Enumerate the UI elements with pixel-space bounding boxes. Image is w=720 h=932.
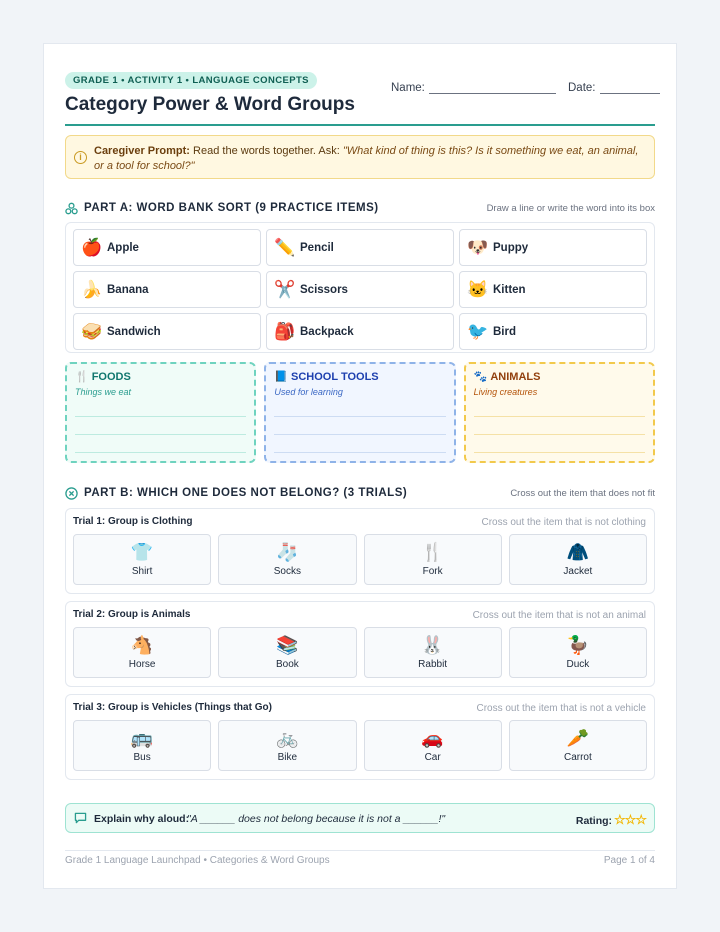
writing-line[interactable] (274, 452, 445, 453)
cross-circle-icon (65, 487, 78, 500)
category-subtitle: Living creatures (473, 387, 538, 397)
backpack-icon: 🎒 (274, 321, 296, 341)
trial-item[interactable] (509, 534, 647, 585)
date-label: Date: (568, 82, 596, 94)
page-title: Category Power & Word Groups (65, 94, 355, 115)
fork-icon: 🍴 (421, 542, 444, 562)
word-bank-item[interactable] (73, 313, 261, 350)
word-label: Bird (493, 325, 516, 338)
bird-icon: 🐦 (467, 321, 489, 341)
trial-title: Trial 3: Group is Vehicles (Things that Go) (73, 702, 272, 713)
category-title: ANIMALS (490, 371, 541, 383)
word-bank-item[interactable] (73, 229, 261, 266)
book-icon: 📚 (276, 635, 299, 655)
part-b-title: PART B: WHICH ONE DOES NOT BELONG? (3 TRIALS) (84, 487, 408, 499)
word-bank (65, 222, 655, 353)
shirt-icon: 👕 (130, 542, 154, 562)
word-bank-item[interactable] (266, 271, 454, 308)
category-subtitle: Used for learning (274, 387, 343, 397)
car-icon: 🚗 (421, 728, 444, 748)
word-bank-item[interactable] (459, 229, 647, 266)
page-footer (65, 850, 655, 866)
explain-label: Explain why aloud: (94, 813, 190, 825)
trial-card-2 (65, 601, 655, 687)
word-bank-item[interactable] (459, 313, 647, 350)
word-bank-item[interactable] (266, 313, 454, 350)
prompt-label: Caregiver Prompt: (94, 145, 190, 157)
part-b-header (65, 486, 655, 502)
word-label: Apple (107, 241, 139, 254)
trial-title: Trial 2: Group is Animals (73, 609, 191, 620)
rabbit-icon: 🐰 (421, 635, 444, 655)
duck-icon: 🦆 (566, 635, 590, 655)
trial-item[interactable] (73, 627, 211, 678)
kitten-icon: 🐱 (467, 279, 489, 299)
worksheet (43, 43, 677, 889)
trial-note: Cross out the item that is not an animal (472, 610, 646, 621)
category-box-school-tools[interactable] (264, 362, 455, 463)
word-label: Backpack (300, 325, 354, 338)
writing-line[interactable] (75, 416, 246, 417)
worksheet-header (65, 70, 655, 126)
trial-note: Cross out the item that is not clothing (481, 517, 646, 528)
word-label: Sandwich (107, 325, 161, 338)
trial-item-label: Bike (277, 752, 298, 763)
trial-item[interactable] (364, 627, 502, 678)
prompt-quote: "What kind of thing is this? Is it something we eat, an animal, or a tool for school?" (94, 145, 639, 172)
rating-label: Rating: (575, 815, 613, 827)
rating-stars-icon[interactable]: ☆☆☆ (614, 812, 646, 827)
category-box-foods[interactable] (65, 362, 256, 463)
part-a-title: PART A: WORD BANK SORT (9 PRACTICE ITEMS) (84, 202, 379, 214)
writing-line[interactable] (474, 434, 645, 435)
writing-line[interactable] (474, 452, 645, 453)
trial-item-label: Socks (273, 566, 301, 577)
word-label: Kitten (493, 283, 526, 296)
trial-item[interactable] (218, 720, 356, 771)
word-label: Pencil (300, 241, 334, 254)
word-label: Puppy (493, 241, 529, 254)
trial-item[interactable] (509, 627, 647, 678)
info-icon: i (74, 151, 87, 164)
socks-icon: 🧦 (276, 542, 299, 562)
trial-title: Trial 1: Group is Clothing (73, 516, 193, 527)
trial-item-label: Fork (422, 566, 443, 577)
category-title: FOODS (91, 371, 131, 383)
banana-icon: 🍌 (81, 279, 103, 299)
puppy-icon: 🐶 (467, 237, 489, 257)
trial-item[interactable] (509, 720, 647, 771)
date-field[interactable] (568, 82, 660, 94)
sandwich-icon: 🥪 (81, 321, 103, 341)
trial-item-label: Book (275, 659, 299, 670)
trial-item[interactable] (218, 534, 356, 585)
word-label: Banana (107, 283, 149, 296)
trial-item-label: Jacket (563, 566, 593, 577)
category-subtitle: Things we eat (75, 387, 132, 397)
part-b-note: Cross out the item that does not fit (510, 488, 655, 499)
trial-card-1 (65, 508, 655, 594)
explain-prompt: "A ______ does not belong because it is not a ______!" (187, 813, 446, 825)
pencil-icon: ✏️ (274, 237, 296, 257)
speech-bubble-icon (74, 812, 87, 824)
rating (576, 812, 646, 828)
book-icon: 📘 (274, 371, 289, 383)
bus-icon: 🚌 (130, 728, 154, 748)
word-label: Scissors (300, 283, 348, 296)
writing-line[interactable] (474, 416, 645, 417)
scissors-icon: ✂️ (274, 279, 296, 299)
horse-icon: 🐴 (130, 635, 154, 655)
trial-item-label: Bus (133, 752, 151, 763)
trial-item[interactable] (218, 627, 356, 678)
trial-item-label: Rabbit (418, 659, 448, 670)
name-label: Name: (391, 82, 425, 94)
explain-aloud-bar (65, 803, 655, 833)
category-title: SCHOOL TOOLS (291, 371, 379, 383)
trial-card-3 (65, 694, 655, 780)
trial-item[interactable] (73, 720, 211, 771)
trial-item-label: Horse (128, 659, 156, 670)
activity-badge: GRADE 1 • ACTIVITY 1 • LANGUAGE CONCEPTS (65, 72, 317, 89)
trial-item[interactable] (73, 534, 211, 585)
word-bank-item[interactable] (73, 271, 261, 308)
category-boxes (65, 362, 655, 463)
category-box-animals[interactable] (464, 362, 655, 463)
apple-icon: 🍎 (81, 237, 103, 257)
trial-note: Cross out the item that is not a vehicle (476, 703, 646, 714)
categories-icon (65, 202, 78, 215)
trial-item-label: Shirt (131, 566, 153, 577)
page-number: Page 1 of 4 (603, 855, 655, 866)
name-field[interactable] (391, 82, 556, 94)
writing-line[interactable] (274, 416, 445, 417)
prompt-text: Read the words together. Ask: (193, 145, 340, 157)
jacket-icon: 🧥 (566, 542, 590, 562)
part-a-note: Draw a line or write the word into its box (486, 203, 655, 214)
footer-left: Grade 1 Language Launchpad • Categories & Word Groups (65, 855, 330, 866)
caregiver-prompt (65, 135, 655, 179)
writing-line[interactable] (75, 452, 246, 453)
name-line[interactable] (429, 82, 556, 94)
word-bank-item[interactable] (459, 271, 647, 308)
trial-item[interactable] (364, 720, 502, 771)
utensils-icon: 🍴 (75, 371, 89, 383)
writing-line[interactable] (75, 434, 246, 435)
writing-line[interactable] (274, 434, 445, 435)
part-a-header (65, 201, 655, 217)
paw-icon: 🐾 (473, 371, 488, 383)
carrot-icon: 🥕 (566, 728, 590, 748)
trial-item-label: Carrot (563, 752, 592, 763)
trial-item-label: Duck (566, 659, 590, 670)
trial-item-label: Car (424, 752, 441, 763)
trial-item[interactable] (364, 534, 502, 585)
date-line[interactable] (600, 82, 660, 94)
bike-icon: 🚲 (276, 728, 299, 748)
word-bank-item[interactable] (266, 229, 454, 266)
